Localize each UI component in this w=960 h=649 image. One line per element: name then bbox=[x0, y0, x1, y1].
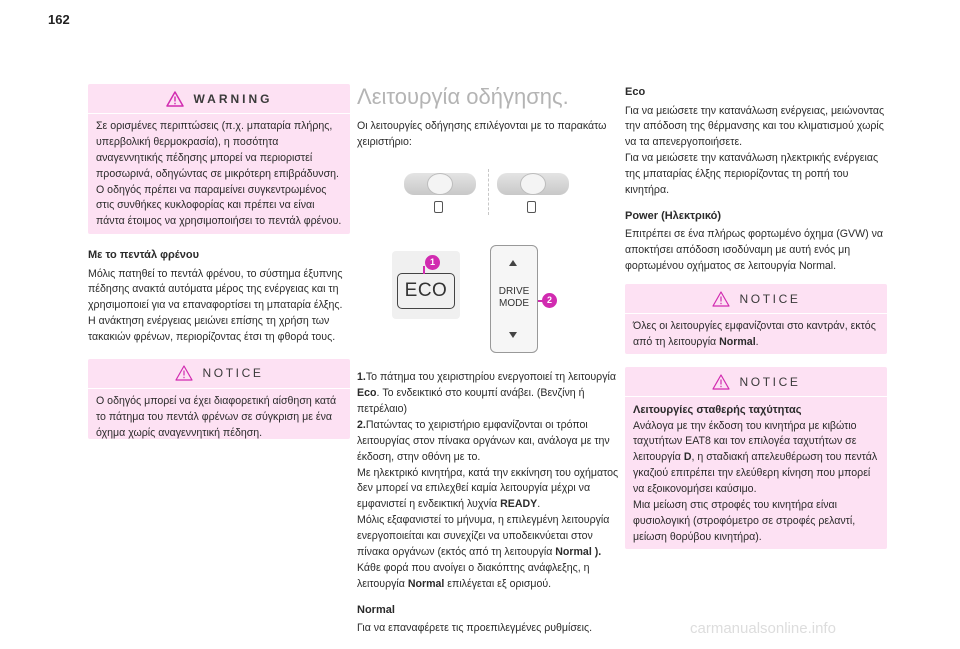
step-2-p3-text: Μόλις εξαφανιστεί το μήνυμα, η επιλεγμένη λειτουργία ενεργοποιείται και συνεχίζει να υποδεικνύεται στον πίνακα οργάνων (εκτός από τη λειτουργία bbox=[357, 514, 610, 558]
step-1-text-end: . Το ενδεικτικό στο κουμπί ανάβει. (Βενζίνη ή πετρέλαιο) bbox=[357, 387, 585, 415]
dashboard-gauge-left bbox=[404, 173, 476, 215]
power-text: Επιτρέπει σε ένα πλήρως φορτωμένο όχημα (GVW) να αποκτήσει απόδοση ισοδύναμη με αυτή ενός μη φορτωμένου οχήματος σε λειτουργία Normal. bbox=[625, 228, 883, 273]
section-title: Λειτουργία οδήγησης. bbox=[357, 84, 569, 109]
column-middle bbox=[357, 84, 619, 637]
notice-icon bbox=[712, 291, 730, 307]
callout-badge-2: 2 bbox=[542, 293, 557, 308]
notice-title-1: NOTICE bbox=[202, 366, 264, 381]
fuel-icon bbox=[527, 201, 536, 213]
step-2-p4-end: επιλέγεται εξ ορισμού. bbox=[444, 577, 552, 590]
brake-text: Μόλις πατηθεί το πεντάλ φρένου, το σύστημα έξυπνης πέδησης ανακτά αυτόματα μέρος της ενέργειας και τη χρησιμοποιεί για να επαναφορτίσει τη μπαταρία έλξης. Η ανάκτηση ενέργειας μειώνει επίσης τη χρήση των τακακιών φρένων, περιορίζοντας έτσι τη φθορά τους. bbox=[88, 267, 343, 344]
drive-mode-label bbox=[491, 286, 537, 309]
warning-text: Σε ορισμένες περιπτώσεις (π.χ. μπαταρία πλήρης, υπερβολική θερμοκρασία), η ποσότητα αναγεννητικής πέδησης μπορεί να περιοριστεί προσωρινά, οδηγώντας σε μικρότερη επιβράδυνση. Ο οδηγός πρέπει να παραμείνει συγκεντρωμένος στις συνθήκες κυκλοφορίας και πρέπει να είναι πάντα έτοιμος να χρησιμοποιήσει το πεντάλ φρένου. bbox=[96, 120, 342, 228]
brake-heading: Με το πεντάλ φρένου bbox=[88, 249, 199, 261]
steering-wheel-icon bbox=[520, 173, 546, 195]
drive-mode-selector[interactable] bbox=[490, 245, 538, 353]
page-number: 162 bbox=[48, 12, 70, 27]
warning-title: WARNING bbox=[193, 91, 273, 106]
notice-header-3 bbox=[625, 367, 887, 397]
notice-header-2 bbox=[625, 284, 887, 314]
step-2-p4-text: Κάθε φορά που ανοίγει ο διακόπτης ανάφλεξης, η λειτουργία bbox=[357, 561, 590, 590]
notice-title-2: NOTICE bbox=[739, 291, 801, 306]
notice-3-p1 bbox=[633, 419, 879, 498]
notice-2-end: . bbox=[755, 335, 759, 348]
normal-text: Για να επαναφέρετε τις προεπιλεγμένες ρυθμίσεις. bbox=[357, 622, 593, 635]
warning-icon bbox=[166, 91, 184, 107]
arrow-up-icon bbox=[509, 260, 517, 266]
drive-label-line2: MODE bbox=[499, 297, 529, 309]
eco-heading: Eco bbox=[625, 86, 646, 98]
step-1-bold: Eco bbox=[357, 387, 377, 400]
arrow-down-icon bbox=[509, 332, 517, 338]
notice-3-p1-text: Ανάλογα με την έκδοση του κινητήρα με κιβώτιο ταχυτήτων EAT8 και τον επιλογέα ταχυτήτων σε λειτουργία bbox=[633, 419, 857, 464]
step-1-number: 1. bbox=[357, 371, 366, 384]
watermark: carmanualsonline.info bbox=[690, 620, 836, 637]
step-2-p2 bbox=[357, 466, 619, 514]
warning-header bbox=[88, 84, 350, 114]
notice-3-heading: Λειτουργίες σταθερής ταχύτητας bbox=[633, 404, 802, 417]
step-2-p4 bbox=[357, 561, 619, 593]
dashboard-gauge-right bbox=[497, 173, 569, 215]
step-2-text: Πατώντας το χειριστήριο εμφανίζονται οι τρόποι λειτουργίας στον πίνακα οργάνων και, ανάλογα με την έκδοση, στην οθόνη με το. bbox=[357, 418, 610, 463]
callout-badge-1: 1 bbox=[425, 255, 440, 270]
notice-box-3 bbox=[625, 367, 887, 549]
column-right bbox=[625, 84, 887, 549]
section-intro: Οι λειτουργίες οδήγησης επιλέγονται με το παρακάτω χειριστήριο: bbox=[357, 120, 607, 149]
notice-icon bbox=[712, 374, 730, 390]
step-2-p2-end: . bbox=[537, 498, 541, 511]
normal-label: Normal ). bbox=[555, 545, 602, 558]
step-2-number: 2. bbox=[357, 418, 366, 431]
notice-text-1: Ο οδηγός μπορεί να έχει διαφορετική αίσθηση κατά το πάτημα του πεντάλ φρένων σε σύγκριση με ένα όχημα χωρίς αναγεννητική πέδηση. bbox=[96, 394, 337, 439]
power-heading: Power (Ηλεκτρικό) bbox=[625, 209, 722, 222]
notice-icon bbox=[175, 365, 193, 381]
eco-text-2: Για να μειώσετε την κατανάλωση ηλεκτρικής ενέργειας της μπαταρίας έλξης περιορίζοντας τη ροπή του κινητήρα. bbox=[625, 152, 879, 196]
illustration-divider bbox=[488, 169, 489, 215]
control-illustration bbox=[357, 161, 619, 361]
step-2-p2-text: Με ηλεκτρικό κινητήρα, κατά την εκκίνηση του οχήματος δεν μπορεί να επιλεχθεί καμία λειτουργία μέχρι να εμφανιστεί η ενδεικτική λυχνία bbox=[357, 466, 619, 511]
step-2 bbox=[357, 418, 619, 466]
step-1 bbox=[357, 370, 619, 418]
normal-heading: Normal bbox=[357, 603, 395, 616]
drive-label-line1: DRIVE bbox=[498, 286, 530, 298]
notice-title-3: NOTICE bbox=[739, 374, 801, 389]
warning-box bbox=[88, 84, 350, 234]
notice-box-1 bbox=[88, 359, 350, 439]
normal-label-2: Normal bbox=[407, 577, 445, 590]
notice-3-p2: Μια μείωση στις στροφές του κινητήρα είναι φυσιολογική (στροφόμετρο σε στροφές ρελαντί, μείωση θορύβου κινητήρα). bbox=[633, 498, 856, 543]
notice-2-text: Όλες οι λειτουργίες εμφανίζονται στο καντράν, εκτός από τη λειτουργία bbox=[633, 320, 876, 348]
ready-label: READY bbox=[500, 498, 538, 511]
step-2-p3 bbox=[357, 513, 619, 561]
eco-text-1: Για να μειώσετε την κατανάλωση ενέργειας, μειώνοντας την απόδοση της θέρμανσης και του κλιματισμού χωρίς να τα απενεργοποιήσετε. bbox=[625, 104, 885, 149]
notice-3-p1-bold: D bbox=[683, 451, 692, 464]
steering-wheel-icon bbox=[427, 173, 453, 195]
notice-3-p1-end: , η σταδιακή απελευθέρωση του πεντάλ γκαζιού επιτρέπει την ελεύθερη κίνηση που μπορεί να εξοικονομήσει καύσιμο. bbox=[633, 451, 878, 496]
fuel-icon bbox=[434, 201, 443, 213]
step-1-text: Το πάτημα του χειριστηρίου ενεργοποιεί τη λειτουργία bbox=[365, 371, 616, 384]
notice-header-1 bbox=[88, 359, 350, 389]
notice-box-2 bbox=[625, 284, 887, 354]
notice-2-bold: Normal bbox=[719, 335, 756, 348]
eco-button[interactable]: ECO bbox=[397, 273, 455, 309]
column-left bbox=[88, 84, 350, 439]
notice-text-2 bbox=[633, 319, 879, 351]
